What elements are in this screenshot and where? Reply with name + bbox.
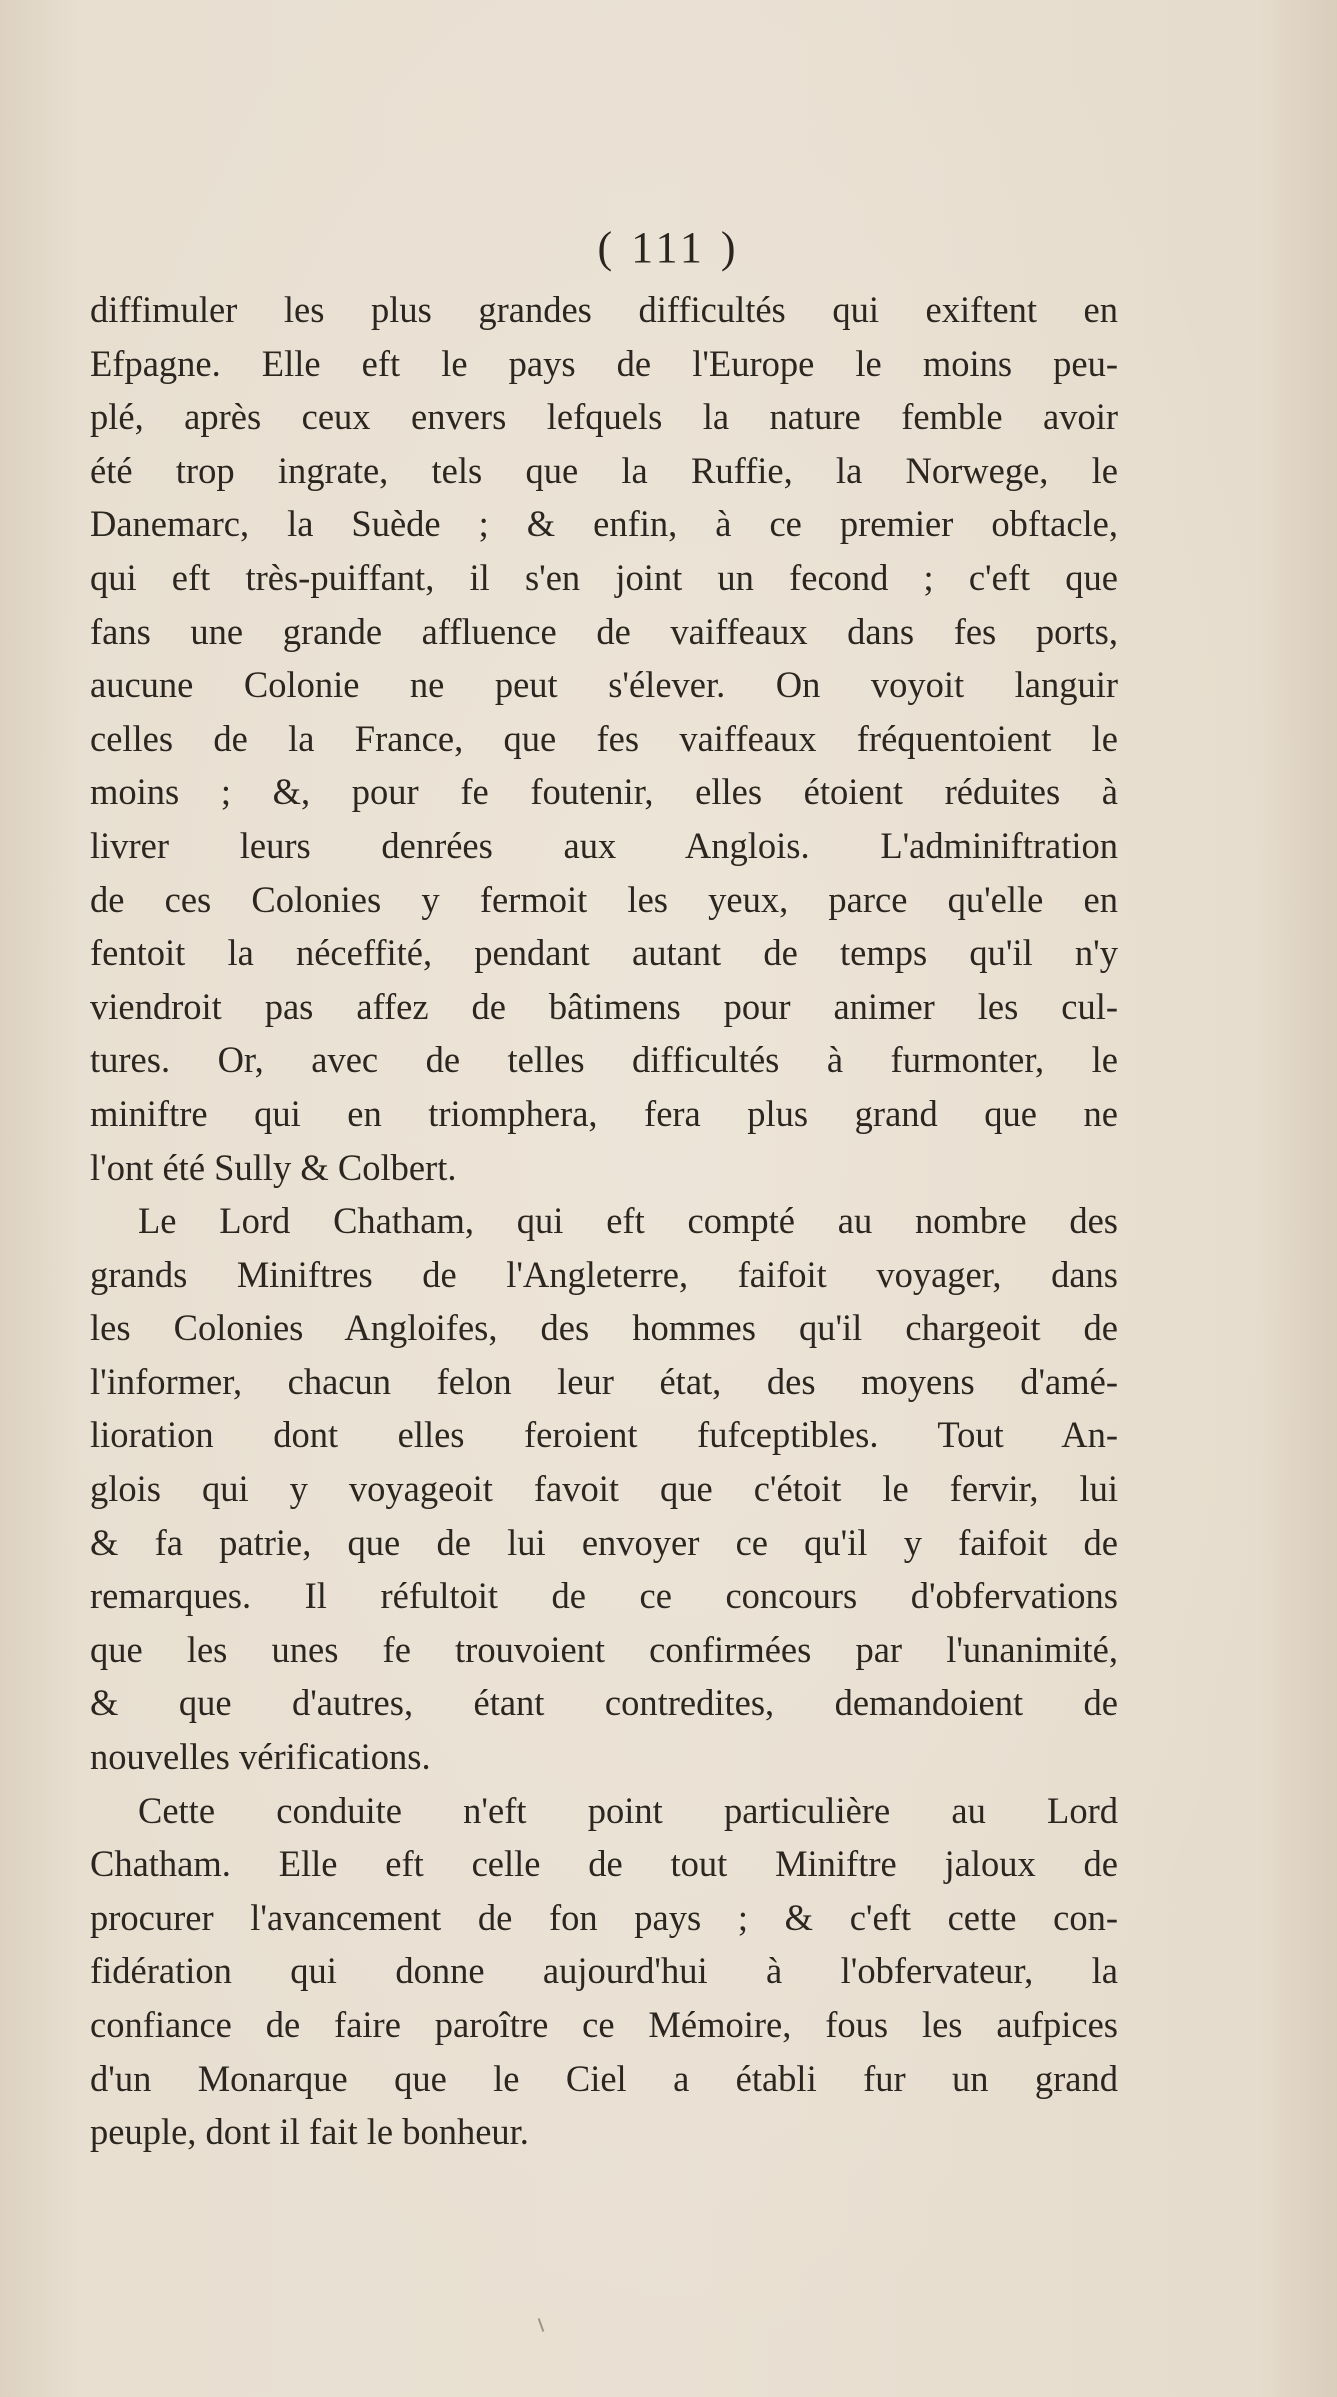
paper-mark	[538, 2318, 545, 2332]
paragraph-2	[90, 1194, 1118, 1784]
text-line: fidération qui donne aujourd'hui à l'obfervateur, la	[90, 1950, 1118, 1992]
text-line: procurer l'avancement de fon pays ; & c'eft cette con-	[90, 1896, 1118, 1938]
text-line: nouvelles vérifications.	[90, 1736, 431, 1778]
paragraph-1	[90, 283, 1118, 1194]
text-line: Danemarc, la Suède ; & enfin, à ce premier obftacle,	[90, 503, 1118, 545]
text-line: glois qui y voyageoit favoit que c'étoit le fervir, lui	[90, 1468, 1118, 1510]
text-line: été trop ingrate, tels que la Ruffie, la Norwege, le	[90, 449, 1118, 491]
text-line: miniftre qui en triomphera, fera plus grand que ne	[90, 1092, 1118, 1134]
text-line: que les unes fe trouvoient confirmées par l'unanimité,	[90, 1628, 1118, 1670]
text-line: grands Miniftres de l'Angleterre, faifoit voyager, dans	[90, 1253, 1118, 1295]
text-line: peuple, dont il fait le bonheur.	[90, 2111, 529, 2153]
text-line: & que d'autres, étant contredites, demandoient de	[90, 1682, 1118, 1724]
text-line: l'ont été Sully & Colbert.	[90, 1146, 457, 1188]
text-line: lioration dont elles feroient fufceptibles. Tout An-	[90, 1414, 1118, 1456]
text-line: livrer leurs denrées aux Anglois. L'adminiftration	[90, 824, 1118, 866]
text-line: d'un Monarque que le Ciel a établi fur un grand	[90, 2057, 1118, 2099]
text-line: celles de la France, que fes vaiffeaux fréquentoient le	[90, 717, 1118, 759]
text-line: de ces Colonies y fermoit les yeux, parce qu'elle en	[90, 878, 1118, 920]
text-line: les Colonies Angloifes, des hommes qu'il chargeoit de	[90, 1307, 1118, 1349]
text-line: fans une grande affluence de vaiffeaux dans fes ports,	[90, 610, 1118, 652]
page-number: ( 111 )	[597, 223, 740, 272]
text-line: tures. Or, avec de telles difficultés à furmonter, le	[90, 1039, 1118, 1081]
text-line: moins ; &, pour fe foutenir, elles étoient réduites à	[90, 771, 1118, 813]
paragraph-3	[90, 1784, 1118, 2159]
text-line: diffimuler les plus grandes difficultés qui exiftent en	[90, 289, 1118, 330]
body-text	[90, 283, 1118, 2159]
text-line: fentoit la néceffité, pendant autant de temps qu'il n'y	[90, 932, 1118, 974]
text-line: Efpagne. Elle eft le pays de l'Europe le moins peu-	[90, 342, 1118, 384]
text-line: Cette conduite n'eft point particulière au Lord	[138, 1789, 1118, 1831]
text-line: & fa patrie, que de lui envoyer ce qu'il y faifoit de	[90, 1521, 1118, 1563]
text-line: viendroit pas affez de bâtimens pour animer les cul-	[90, 985, 1118, 1027]
text-line: confiance de faire paroître ce Mémoire, fous les aufpices	[90, 2004, 1118, 2045]
text-line: l'informer, chacun felon leur état, des moyens d'amé-	[90, 1360, 1118, 1402]
text-line: Chatham. Elle eft celle de tout Miniftre jaloux de	[90, 1843, 1118, 1885]
text-line: remarques. Il réfultoit de ce concours d'obfervations	[90, 1575, 1118, 1617]
text-line: plé, après ceux envers lefquels la nature femble avoir	[90, 396, 1118, 438]
text-line: qui eft très-puiffant, il s'en joint un fecond ; c'eft que	[90, 556, 1118, 598]
text-line: aucune Colonie ne peut s'élever. On voyoit languir	[90, 664, 1118, 706]
text-line: Le Lord Chatham, qui eft compté au nombre des	[138, 1200, 1118, 1242]
